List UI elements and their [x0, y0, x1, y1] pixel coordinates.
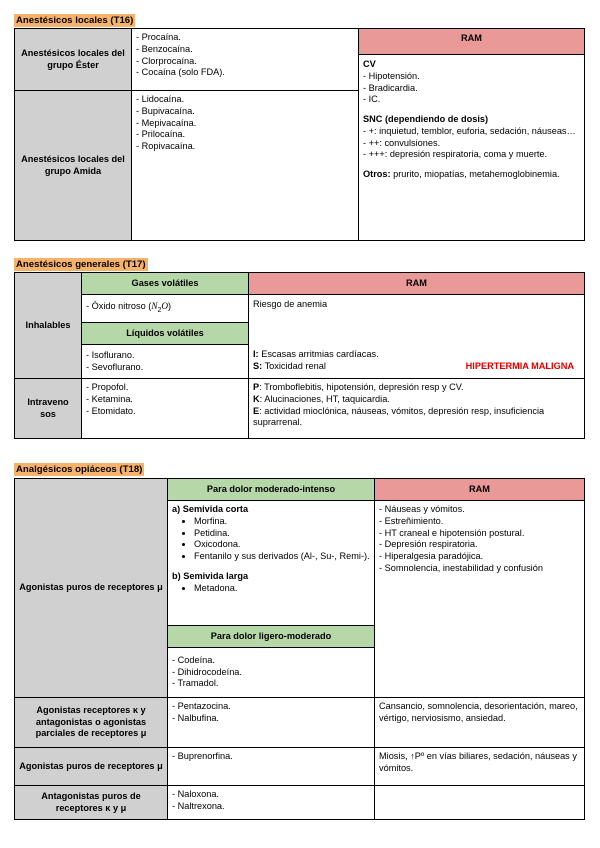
t17-liquidos-s — [253, 361, 580, 373]
ram-item: - Hipotensión. — [363, 70, 420, 81]
t17-oxido-ram: Riesgo de anemia — [253, 299, 328, 309]
t18-bupre-ram: Miosis, ↑Pº en vías biliares, sedación, náuseas y vómitos. — [375, 748, 585, 786]
t17-i-label: I: — [253, 349, 259, 359]
t18-agonistas-puros2-label: Agonistas puros de receptores μ — [15, 748, 168, 786]
t18-ligero-drugs — [168, 648, 375, 698]
t17-iv-ram — [249, 379, 585, 439]
t18-corta-title: a) Semivida corta — [172, 504, 249, 514]
t18-kappa-ram: Cansancio, somnolencia, desorientación, mareo, vértigo, nerviosismo, ansiedad. — [375, 698, 585, 748]
drug-item: - Dihidrocodeína. — [172, 666, 242, 677]
t17-liquidos-drugs — [82, 345, 249, 379]
t17-inhalables-label: Inhalables — [15, 273, 82, 379]
t17-oxido-suffix: ) — [168, 301, 172, 312]
drug-item: - Propofol. — [86, 382, 129, 392]
t18-moderado-intenso-header: Para dolor moderado-intenso — [168, 479, 375, 501]
t17-k-label: K — [253, 393, 260, 404]
t17-table — [14, 272, 585, 439]
drug-item: - Naloxona. — [172, 789, 219, 799]
list-item: • Petidina. — [194, 528, 370, 540]
t16-ram-header: RAM — [359, 29, 584, 55]
ram-item: - Somnolencia, inestabilidad y confusión — [379, 562, 543, 573]
ram-item — [253, 382, 580, 394]
list-item: • Fentanilo y sus derivados (Al-, Su-, Remi-). — [194, 551, 370, 563]
drug-item: - Ketamina. — [86, 393, 133, 404]
t17-intravenosos-label: Intraveno sos — [15, 379, 82, 439]
t17-s-label: S: — [253, 360, 263, 371]
t17-oxido-o: O — [161, 301, 169, 312]
t17-e-label: E — [253, 405, 260, 416]
drug-item: - Ropivacaína. — [136, 141, 196, 152]
t17-ram-header: RAM — [249, 273, 585, 295]
t17-oxido-n: N — [151, 301, 158, 312]
t17-liquidos-header: Líquidos volátiles — [82, 323, 249, 345]
t17-e-text: : actividad mioclónica, náuseas, vómitos, depresión resp, insuficiencia suprarrenal. — [253, 405, 545, 428]
t17-hipertermia-badge: HIPERTERMIA MALIGNA — [465, 360, 574, 371]
ram-item — [253, 394, 580, 406]
t17-i-text: Escasas arritmias cardíacas. — [261, 349, 379, 359]
t18-larga-title: b) Semivida larga — [172, 570, 249, 581]
drug-item: - Clorprocaína. — [136, 55, 197, 66]
drug-item: - Nalbufina. — [172, 712, 219, 723]
t18-agonistas-ram — [375, 501, 585, 698]
t16-table — [14, 28, 585, 241]
drug-item: - Mepivacaína. — [136, 117, 197, 128]
ram-item: - +++: depresión respiratoria, coma y muerte. — [363, 149, 548, 160]
t17-iv-drugs — [82, 379, 249, 439]
list-item: • Oxicodona. — [194, 539, 370, 551]
t16-cv-title: CV — [363, 59, 376, 69]
drug-item: - Procaína. — [136, 32, 181, 42]
t18-corta-list — [172, 516, 370, 563]
t16-otros-title: Otros: — [363, 169, 391, 180]
t18-antagonistas-label: Antagonistas puros de receptores κ y μ — [15, 786, 168, 820]
t17-inhal-ram-cell — [249, 295, 585, 379]
drug-item: - Pentazocina. — [172, 701, 231, 711]
drug-item: - Sevoflurano. — [86, 361, 144, 372]
t18-semivida-cell — [168, 501, 375, 626]
t17-p-text: : Tromboflebitis, hipotensión, depresión resp y CV. — [259, 382, 464, 392]
t18-ram-header: RAM — [375, 479, 585, 501]
t18-larga-list — [172, 583, 370, 595]
drug-item: - Codeína. — [172, 654, 215, 665]
t16-otros — [363, 169, 580, 181]
t18-section-title: Analgésicos opiáceos (T18) — [16, 464, 143, 475]
t16-otros-text: prurito, miopatías, metahemoglobinemia. — [393, 169, 560, 180]
t16-section-title: Anestésicos locales (T16) — [16, 15, 134, 26]
drug-item: - Isoflurano. — [86, 349, 135, 360]
t17-oxido-prefix: - Óxido nitroso ( — [86, 301, 152, 312]
ram-item: - IC. — [363, 94, 381, 105]
t18-agonistas-puros-label: Agonistas puros de receptores μ — [15, 479, 168, 698]
t18-bupre-drugs — [168, 748, 375, 786]
t17-liquidos-i — [253, 349, 580, 361]
t18-kappa-label: Agonistas receptores κ y antagonistas o agonistas parciales de receptores μ — [15, 698, 168, 748]
t17-gases-header: Gases volátiles — [82, 273, 249, 295]
t16-ram-cell — [359, 29, 585, 241]
t18-antag-drugs — [168, 786, 375, 820]
drug-item: - Lidocaína. — [136, 94, 185, 104]
t16-ester-label: Anestésicos locales del grupo Éster — [15, 29, 132, 91]
t17-s-text: Toxicidad renal — [264, 360, 326, 371]
t18-antag-ram — [375, 786, 585, 820]
t17-section-title: Anestésicos generales (T17) — [16, 259, 146, 270]
ram-item: - HT craneal e hipotensión postural. — [379, 527, 525, 538]
t16-amida-label: Anestésicos locales del grupo Amida — [15, 91, 132, 241]
ram-item: - Bradicardia. — [363, 82, 418, 93]
t16-snc-title: SNC (dependiendo de dosis) — [363, 114, 489, 125]
t17-oxido-cell — [82, 295, 249, 323]
t16-ester-drugs — [132, 29, 359, 91]
ram-item: - Estreñimiento. — [379, 515, 444, 526]
t17-oxido-sub: 2 — [157, 306, 162, 314]
drug-item: - Prilocaína. — [136, 129, 186, 140]
ram-item: - Depresión respiratoria. — [379, 539, 478, 550]
drug-item: - Bupivacaína. — [136, 105, 195, 116]
drug-item: - Naltrexona. — [172, 800, 225, 811]
drug-item: - Tramadol. — [172, 678, 219, 689]
drug-item: - Etomidato. — [86, 405, 136, 416]
ram-item: - Náuseas y vómitos. — [379, 504, 465, 514]
list-item: • Metadona. — [194, 583, 370, 595]
drug-item: - Cocaína (solo FDA). — [136, 67, 225, 78]
t17-k-text: : Alucinaciones, HT, taquicardia. — [259, 393, 390, 404]
ram-item — [253, 406, 580, 430]
t18-kappa-drugs — [168, 698, 375, 748]
t17-p-label: P — [253, 382, 260, 392]
t16-amida-drugs — [132, 91, 359, 241]
ram-item: - Hiperalgesia paradójica. — [379, 551, 484, 562]
drug-item: - Buprenorfina. — [172, 751, 233, 761]
t18-table — [14, 478, 585, 820]
t18-ligero-header: Para dolor ligero-moderado — [168, 626, 375, 648]
drug-item: - Benzocaína. — [136, 43, 193, 54]
ram-item: - ++: convulsiones. — [363, 137, 441, 148]
ram-item: - +: inquietud, temblor, euforia, sedación, náuseas… — [363, 125, 576, 136]
list-item: • Morfina. — [194, 516, 370, 528]
